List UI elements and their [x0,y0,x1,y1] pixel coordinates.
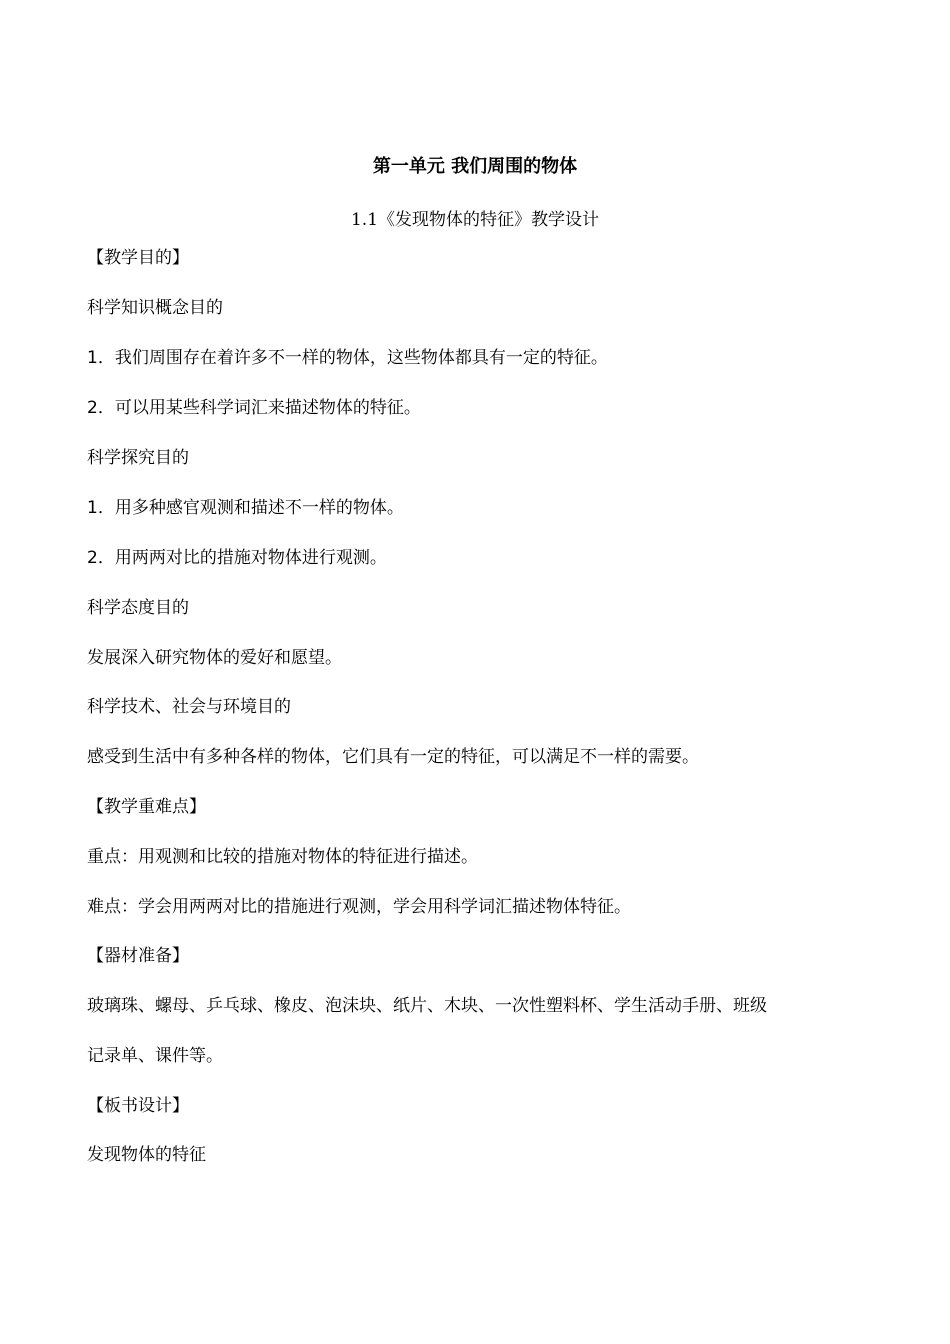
subheading-inquiry-objectives: 科学探究目的 [87,448,189,468]
materials-line-1: 玻璃珠、螺母、乒乓球、橡皮、泡沫块、纸片、木块、一次性塑料杯、学生活动手册、班级 [87,996,767,1016]
attitude-item: 发展深入研究物体的爱好和愿望。 [87,648,342,668]
section-heading-board-design: 【板书设计】 [87,1096,189,1116]
section-heading-key-points: 【教学重难点】 [87,797,206,817]
knowledge-item-1: 1．我们周围存在着许多不一样的物体，这些物体都具有一定的特征。 [87,348,608,368]
section-heading-objectives: 【教学目的】 [87,248,189,268]
subheading-knowledge-objectives: 科学知识概念目的 [87,298,223,318]
subheading-attitude-objectives: 科学态度目的 [87,598,189,618]
inquiry-item-1: 1．用多种感官观测和描述不一样的物体。 [87,498,404,518]
key-point: 重点：用观测和比较的措施对物体的特征进行描述。 [87,847,478,867]
document-subtitle: 1.1《发现物体的特征》教学设计 [350,210,600,230]
knowledge-item-2: 2．可以用某些科学词汇来描述物体的特征。 [87,398,421,418]
board-design-title: 发现物体的特征 [87,1145,206,1165]
sts-item: 感受到生活中有多种各样的物体，它们具有一定的特征，可以满足不一样的需要。 [87,747,699,767]
subheading-sts-objectives: 科学技术、社会与环境目的 [87,697,291,717]
inquiry-item-2: 2．用两两对比的措施对物体进行观测。 [87,548,387,568]
section-heading-materials: 【器材准备】 [87,946,189,966]
difficult-point: 难点：学会用两两对比的措施进行观测，学会用科学词汇描述物体特征。 [87,897,631,917]
materials-line-2: 记录单、课件等。 [87,1046,223,1066]
document-title: 第一单元 我们周围的物体 [372,156,578,177]
